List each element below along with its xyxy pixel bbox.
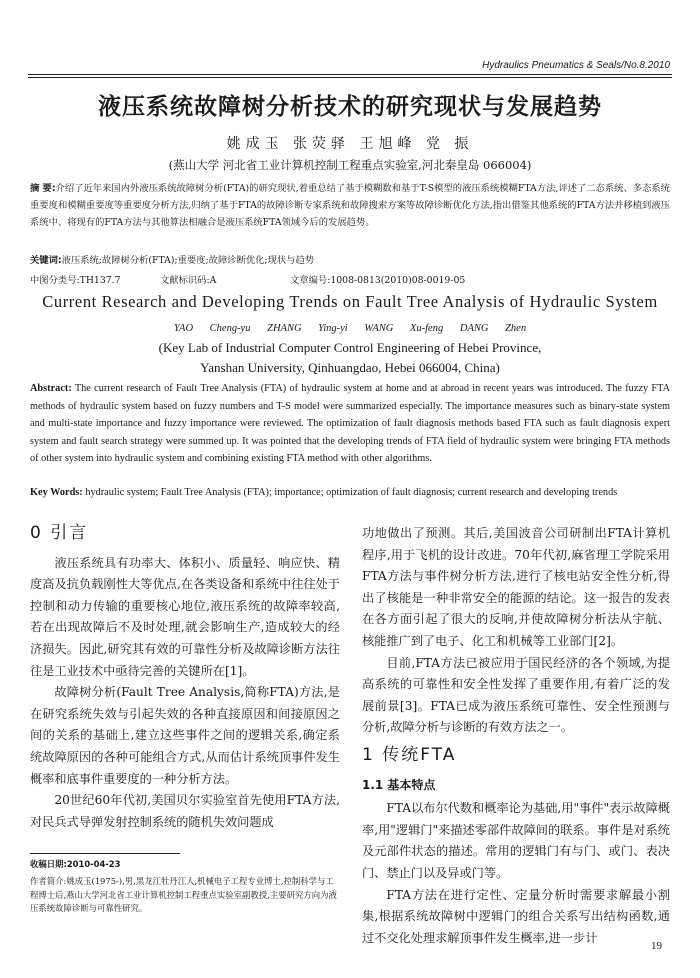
paragraph: 功地做出了预测。其后,美国波音公司研制出FTA计算机程序,用于飞机的设计改进。70年代初,麻省理工学院采用FTA方法与事件树分析方法,进行了核电站安全性分析,得出了核能是一种非常安全的能源的结论。这一报告的发表在各方面引起了很大的反响,并使故障树分析法从宇航、核能推广到了电子、化工和机械等工业部门[2]。 [362, 526, 670, 648]
abstract-en-text: The current research of Fault Tree Analysis (FTA) of hydraulic system at home and at abroad in recent years was introduced. The fuzzy FTA methods of hydraulic system based on fuzzy numbers and T-S model were summarized especially. The importance measures such as binary-state system and multi-state importance and fuzzy importance were reviewed. The optimization of fault diagnosis methods based FTA such as fault diagnosis expert system and fault search strategy were summed up. It was pointed that the developing trends of FTA field of hydraulic system were bringing FTA methods of other system into hydraulic system and combining existing FTA method with other algorithms. [30, 383, 671, 464]
en-author: DANG Zhen [459, 323, 527, 334]
abstract-cn [30, 180, 670, 231]
paragraph: 液压系统具有功率大、体积小、质量轻、响应快、精度高及抗负载刚性大等优点,在各类设备和系统中往往处于控制和动力传输的重要核心地位,液压系统的故障率较高,若在出现故障后不及时处理,就会影响生产,造成较大的经济损失。因此,研究其有效的可靠性分析及故障诊断方法往往是工业技术中亟待完善的关键所在[1]。 [30, 555, 340, 678]
clc-code: 中图分类号:TH137.7 [30, 275, 121, 286]
en-author: ZHANG Ying-yi [267, 323, 348, 334]
article-number: 文章编号:1008-0813(2010)08-0019-05 [290, 275, 466, 286]
footnote-rule [30, 853, 180, 854]
en-affil-line2: Yanshan University, Qinhuangdao, Hebei 066004, China) [200, 360, 500, 375]
author-bio: 作者简介:姚成玉(1975-),男,黑龙江牡丹江人,机械电子工程专业博士,控制科学与工程博士后,燕山大学河北省工业计算机控制工程重点实验室副教授,主要研究方向为液压系统故障诊断与可靠性研究。 [30, 876, 337, 913]
left-column [30, 523, 340, 833]
keywords-cn [30, 252, 670, 266]
received-text: 收稿日期:2010-04-23 [30, 859, 121, 869]
abstract-en [30, 380, 670, 468]
right-column [362, 523, 670, 949]
en-affil-line1: (Key Lab of Industrial Computer Control Engineering of Hebei Province, [158, 340, 542, 355]
received-date [30, 858, 340, 872]
paper-title: 液压系统故障树分析技术的研究现状与发展趋势 [98, 94, 602, 120]
abstract-en-label: Abstract: [30, 383, 72, 394]
paragraph: 故障树分析(Fault Tree Analysis,简称FTA)方法,是在研究系统失效与引起失效的各种直接原因和间接原因之间的关系的基础上,建立这些事件之间的逻辑关系,确定系统故障原因的各种可能组合方式,从而估计系统顶事件发生概率和底事件重要度的一种分析方法。 [30, 685, 340, 786]
paragraph: 20世纪60年代初,美国贝尔实验室首先使用FTA方法,对民兵式导弹发射控制系统的随机失效问题成 [30, 793, 340, 829]
english-affiliation [0, 338, 700, 378]
doc-code: 文献标识码:A [160, 275, 217, 286]
paragraph: FTA以布尔代数和概率论为基础,用"事件"表示故障概率,用"逻辑门"来描述零部件故障间的联系。事件是对系统及元部件状态的描述。常用的逻辑门有与门、或门、表决门、禁止门以及异或门等。 [362, 801, 670, 880]
classification-line [30, 272, 670, 286]
header-rule-bottom [28, 77, 672, 78]
keywords-en-text: hydraulic system; Fault Tree Analysis (FTA); importance; optimization of fault diagnosis; current research and developing trends [85, 487, 618, 498]
abstract-cn-label: 摘 要: [30, 183, 56, 194]
paragraph: 目前,FTA方法已被应用于国民经济的各个领域,为提高系统的可靠性和安全性发挥了重要作用,有着广泛的发展前景[3]。FTA已成为液压系统可靠性、安全性预测与分析,故障分析与诊断的有效方法之一。 [362, 655, 670, 735]
keywords-cn-text: 液压系统;故障树分析(FTA);重要度;故障诊断优化;现状与趋势 [61, 255, 315, 266]
english-authors [0, 323, 700, 334]
abstract-cn-text: 介绍了近年来国内外液压系统故障树分析(FTA)的研究现状,着重总结了基于模糊数和基于T-S模型的液压系统模糊FTA方法,评述了二态系统、多态系统重要度和模糊重要度等重要度分析方法,归纳了基于FTA的故障诊断专家系统和故障搜索方案等故障诊断优化方法,指出借鉴其他系统的FTA方法并移植到液压系统中、将现有的FTA方法与其他算法相融合是液压系统FTA领域今后的发展趋势。 [30, 183, 670, 228]
keywords-en-label: Key Words: [30, 487, 83, 498]
section-1-1-heading: 1.1 基本特点 [362, 777, 436, 792]
en-author: WANG Xu-feng [364, 323, 444, 334]
affiliation: (燕山大学 河北省工业计算机控制工程重点实验室,河北秦皇岛 066004) [168, 158, 532, 172]
paragraph: FTA方法在进行定性、定量分析时需要求解最小割集,根据系统故障树中逻辑门的组合关系写出结构函数,通过不交化处理求解顶事件发生概率,进一步计 [362, 887, 670, 945]
keywords-cn-label: 关键词: [30, 255, 62, 266]
page-number: 19 [651, 940, 662, 952]
section-0-heading: 0 引言 [30, 523, 89, 543]
journal-header: Hydraulics Pneumatics & Seals/No.8.2010 [482, 60, 670, 71]
keywords-en [30, 484, 670, 502]
section-1-heading: 1 传统FTA [362, 744, 457, 765]
header-rule-top [28, 74, 672, 75]
english-title: Current Research and Developing Trends on Fault Tree Analysis of Hydraulic System [42, 292, 658, 311]
authors: 姚成玉 张荧驿 王旭峰 党 振 [226, 136, 474, 152]
en-author: YAO Cheng-yu [173, 323, 251, 334]
